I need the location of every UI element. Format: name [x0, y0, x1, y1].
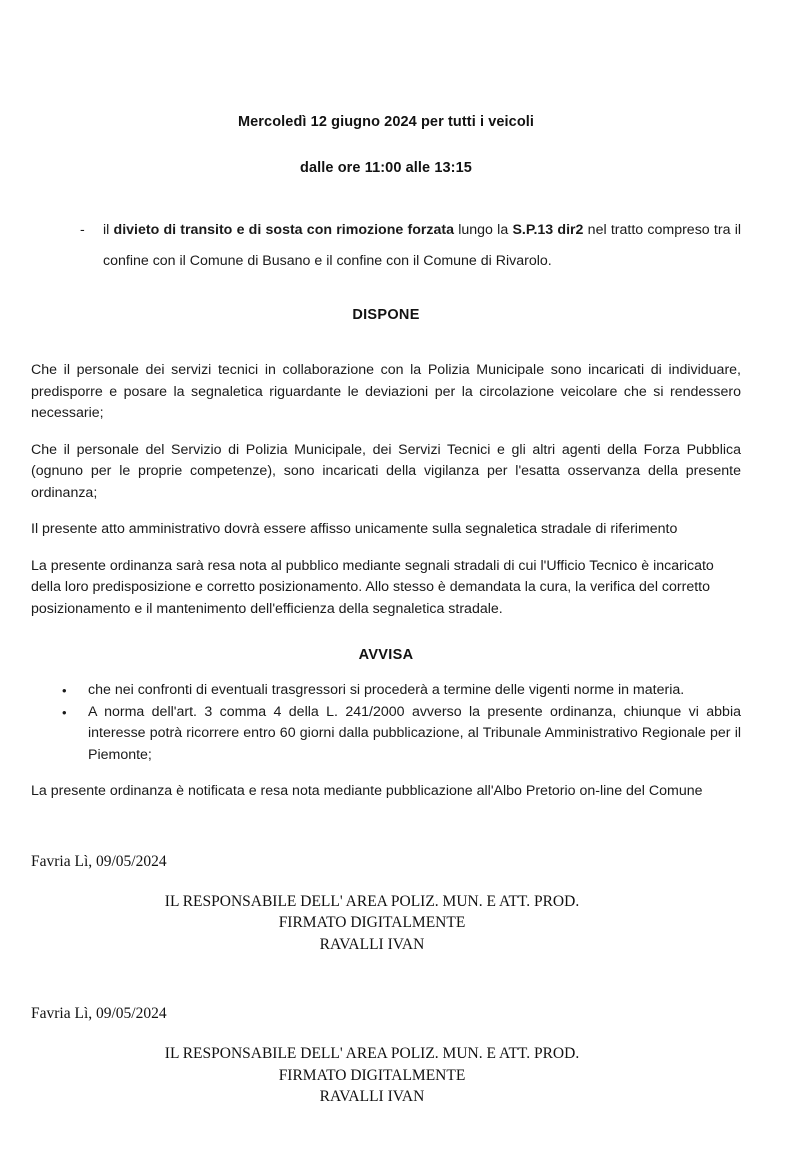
signature-block-2 [31, 1004, 741, 1108]
heading-hours-line: dalle ore 11:00 alle 13:15 [300, 160, 472, 176]
signature-date-2: Favria Lì, 09/05/2024 [31, 1005, 167, 1022]
signature-signed-1: FIRMATO DIGITALMENTE [278, 914, 466, 931]
prohibition-bold-road: S.P.13 dir2 [512, 222, 584, 238]
signature-name-1: RAVALLI IVAN [319, 935, 425, 953]
dash-marker: - [80, 222, 85, 238]
prohibition-lead: il [103, 222, 114, 238]
prohibition-mid: lungo la [454, 222, 513, 238]
signature-signed-2: FIRMATO DIGITALMENTE [278, 1066, 466, 1084]
signature-role-2: IL RESPONSABILE DELL' AREA POLIZ. MUN. E ATT. PROD. [164, 1045, 580, 1062]
avvisa-item-text: che nei confronti di eventuali trasgressori si procederà a termine delle vigenti norme in materia. [88, 682, 685, 698]
prohibition-text [80, 215, 741, 277]
dispone-paragraph-2: Che il personale del Servizio di Polizia Municipale, dei Servizi Tecnici e gli altri agenti della Forza Pubblica (ognuno per le proprie competenze), sono incaricati della vigilanza per l'esatta osservanza della presente ordinanza; [31, 441, 741, 501]
prohibition-bold-primary: divieto di transito e di sosta con rimozione forzata [113, 222, 454, 238]
signature-role-1: IL RESPONSABILE DELL' AREA POLIZ. MUN. E ATT. PROD. [164, 892, 580, 910]
document-content [31, 0, 741, 1108]
avvisa-heading: AVVISA [358, 647, 414, 663]
list-item [62, 702, 741, 767]
prohibition-item [31, 215, 741, 277]
signature-date-1: Favria Lì, 09/05/2024 [31, 852, 167, 870]
dispone-paragraph-1: Che il personale dei servizi tecnici in collaborazione con la Polizia Municipale sono incaricati di individuare, predisporre e posare la segnaletica riguardante le deviazioni per la circolazione veicolare che si rendessero necessarie; [31, 362, 741, 421]
signature-name-2: RAVALLI IVAN [319, 1088, 425, 1105]
prohibition-tail: nel tratto compreso tra il confine con il Comune di Busano e il confine con il Comune di Rivarolo. [103, 222, 741, 269]
signature-block-1 [31, 852, 741, 956]
heading-date-line: Mercoledì 12 giugno 2024 per tutti i veicoli [237, 114, 535, 130]
list-item [62, 680, 741, 702]
dispone-heading: DISPONE [352, 307, 420, 323]
bullet-icon: • [62, 704, 67, 720]
dispone-paragraph-3: Il presente atto amministrativo dovrà essere affisso unicamente sulla segnaletica stradale di riferimento [31, 521, 678, 537]
avvisa-list [31, 680, 741, 766]
bullet-icon: • [62, 683, 67, 698]
notification-paragraph: La presente ordinanza è notificata e resa nota mediante pubblicazione all'Albo Pretorio on-line del Comune [31, 783, 703, 799]
avvisa-item-text: A norma dell'art. 3 comma 4 della L. 241/2000 avverso la presente ordinanza, chiunque vi abbia interesse potrà ricorrere entro 60 giorni dalla pubblicazione, al Tribunale Amministrativo Regionale per il Piemonte; [88, 703, 741, 763]
dispone-paragraph-4: La presente ordinanza sarà resa nota al pubblico mediante segnali stradali di cui l'Ufficio Tecnico è incaricato della loro predisposizione e corretto posizionamento. Allo stesso è demandata la cura, la verifica del corretto posizionamento e il mantenimento dell'efficienza della segnaletica stradale. [31, 557, 714, 617]
